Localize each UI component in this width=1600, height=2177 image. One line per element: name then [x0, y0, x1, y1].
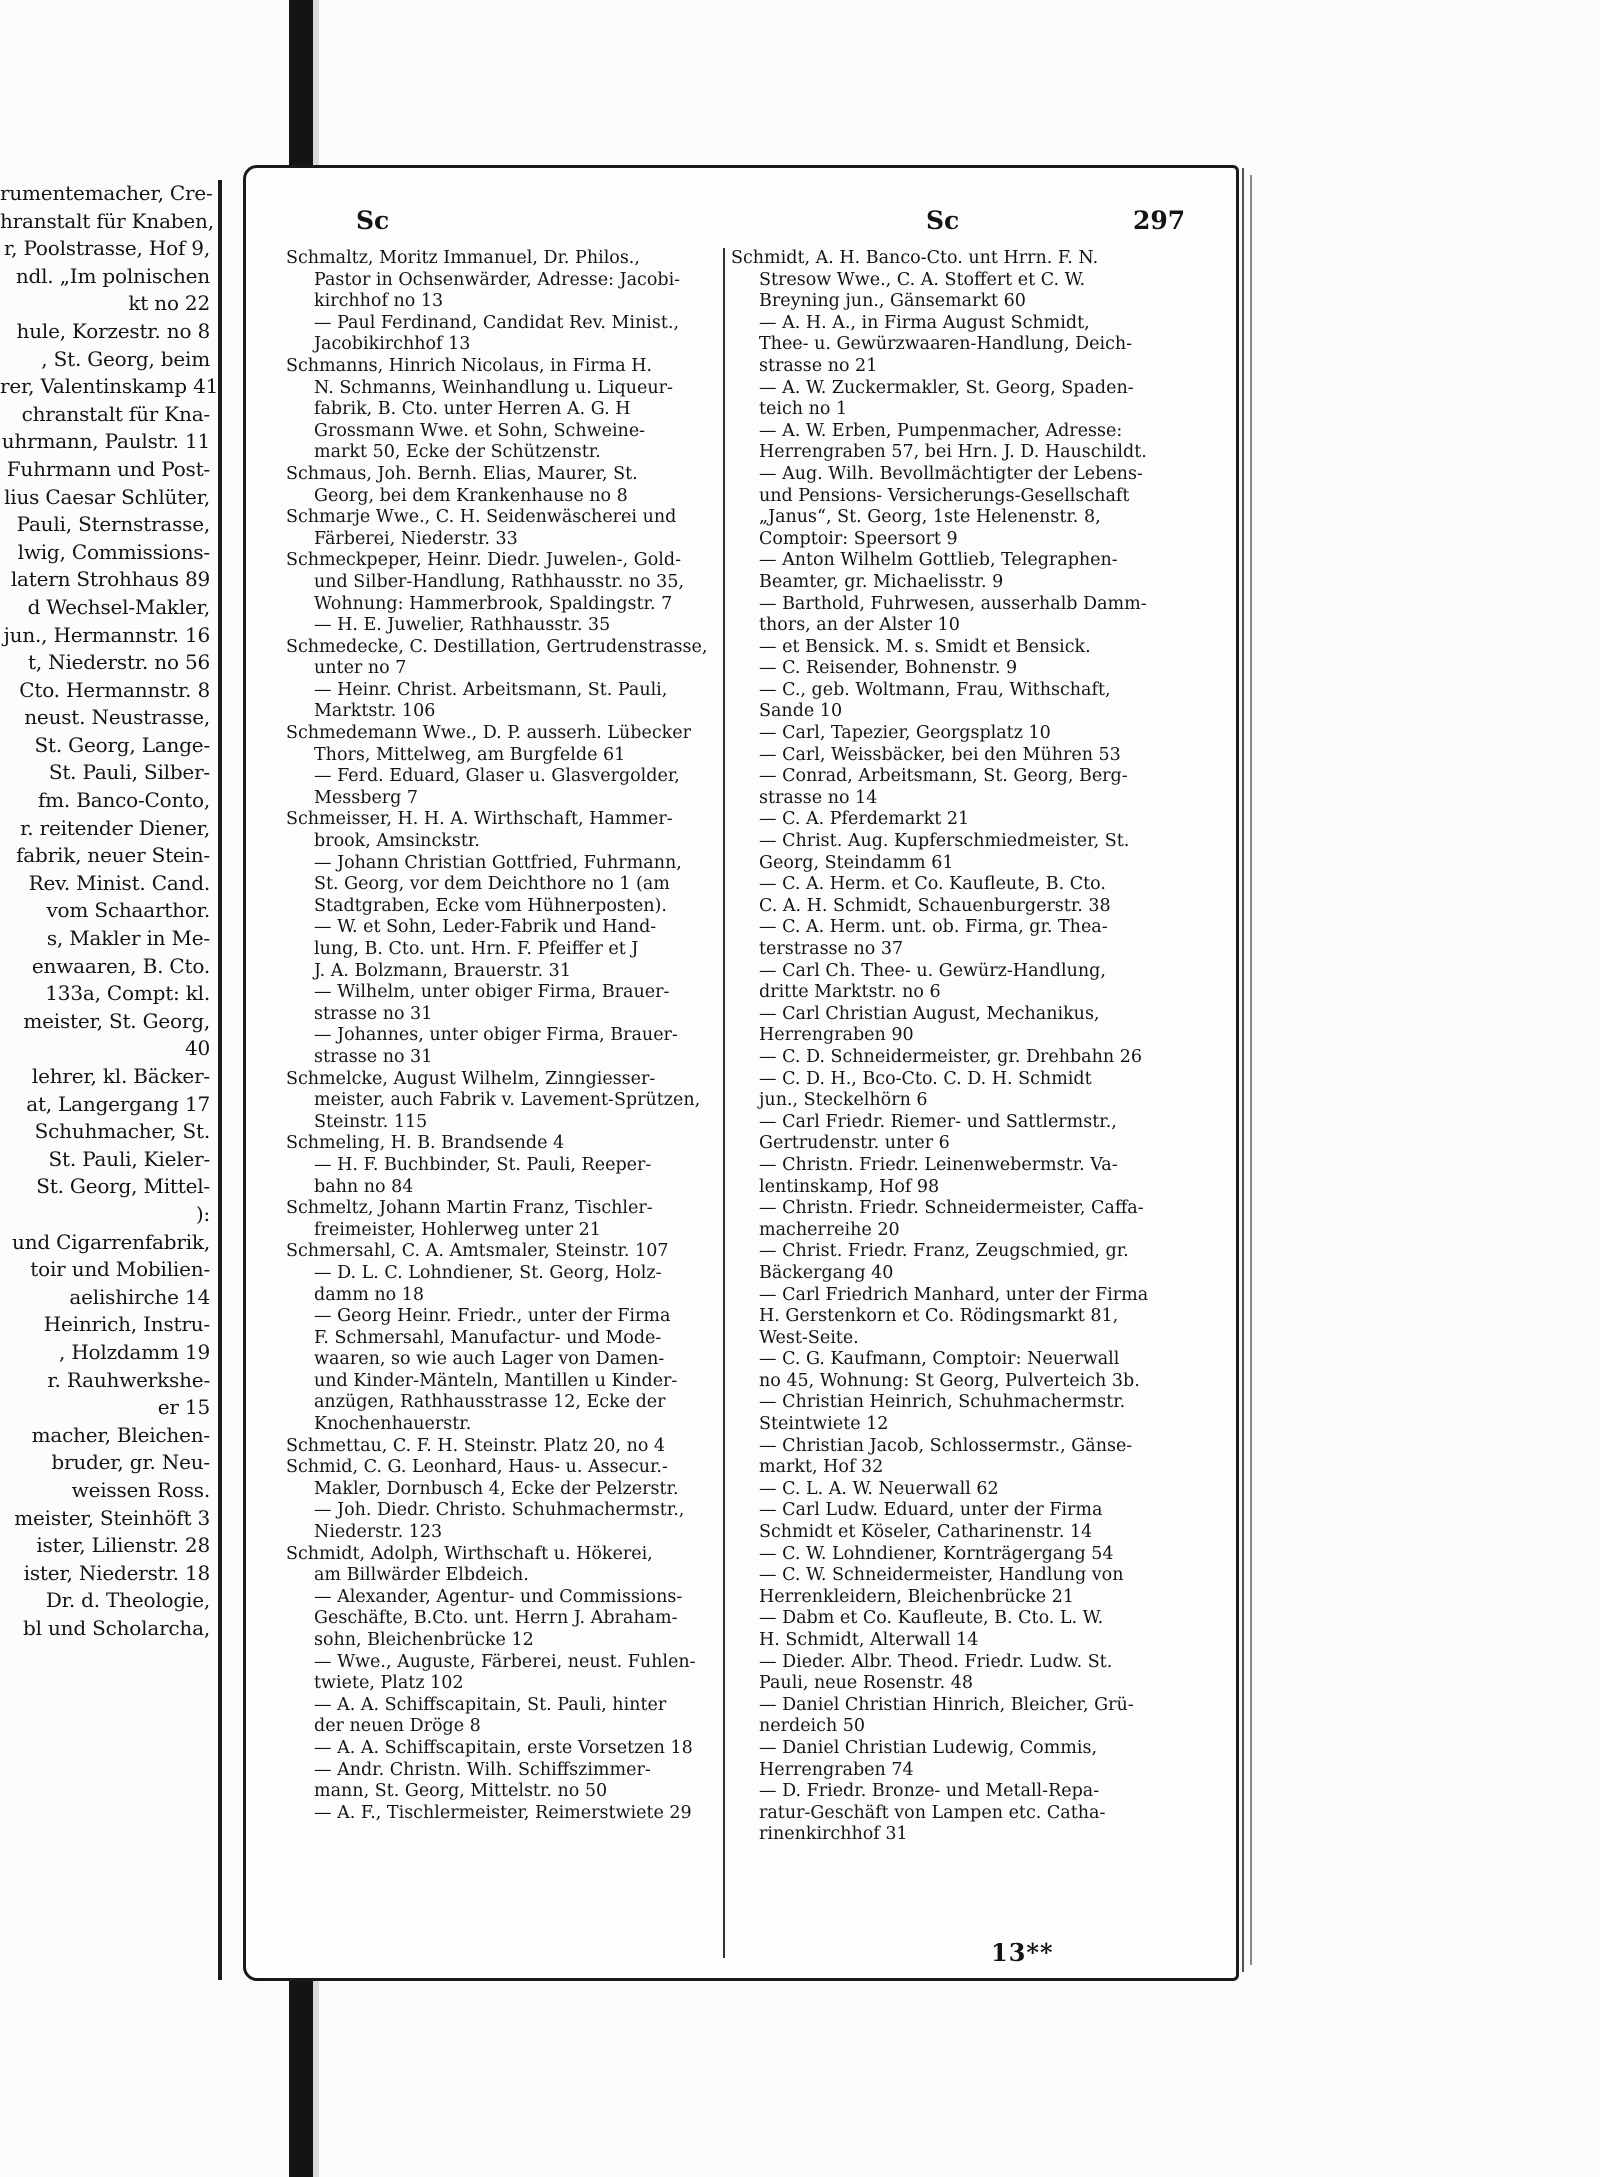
directory-entry-line: Schmeling, H. B. Brandsende 4	[286, 1133, 565, 1154]
left-page-line: r. reitender Diener,	[20, 815, 210, 840]
directory-entry-line: Bäckergang 40	[759, 1262, 894, 1283]
directory-entry-line: Schmedecke, C. Destillation, Gertrudenstrasse,	[286, 636, 708, 657]
directory-entry-line: Herrengraben 90	[759, 1025, 914, 1046]
directory-entry-line: meister, auch Fabrik v. Lavement-Sprützen,	[314, 1090, 701, 1111]
directory-entry-line: Schmeckpeper, Heinr. Diedr. Juwelen-, Gold-	[286, 550, 682, 571]
left-page-line: bruder, gr. Neu-	[51, 1450, 210, 1475]
directory-entry-line: Färberei, Niederstr. 33	[314, 528, 518, 549]
directory-entry-line: lung, B. Cto. unt. Hrn. F. Pfeiffer et J	[314, 939, 639, 959]
directory-entry-line: und Kinder-Mänteln, Mantillen u Kinder-	[314, 1370, 678, 1391]
directory-entry-line: — Christn. Friedr. Leinenwebermstr. Va-	[759, 1154, 1118, 1175]
directory-entry-line: West-Seite.	[759, 1327, 859, 1348]
directory-entry-line: — Alexander, Agentur- und Commissions-	[314, 1586, 683, 1607]
directory-entry-line: Herrengraben 74	[759, 1759, 914, 1780]
directory-entry-line: der neuen Dröge 8	[314, 1716, 481, 1737]
page-edge-back	[1246, 175, 1252, 1965]
directory-entry-line: — C. Reisender, Bohnenstr. 9	[759, 658, 1018, 679]
page-number: 297	[1133, 206, 1186, 235]
directory-entry-line: Schmidt, A. H. Banco-Cto. unt Hrrn. F. N.	[731, 248, 1099, 268]
directory-entry-line: dritte Marktstr. no 6	[759, 982, 941, 1003]
directory-entry-line: — Johann Christian Gottfried, Fuhrmann,	[314, 852, 682, 873]
directory-entry-line: Schmeltz, Johann Martin Franz, Tischler-	[286, 1198, 653, 1219]
directory-entry-line: freimeister, Hohlerweg unter 21	[314, 1219, 601, 1240]
column-divider	[723, 248, 725, 1958]
directory-entry-line: Herrengraben 57, bei Hrn. J. D. Hauschildt.	[759, 442, 1147, 463]
left-page-line: meister, Steinhöft 3	[14, 1505, 210, 1530]
left-page-line: enwaaren, B. Cto.	[31, 953, 210, 978]
directory-entry-line: Grossmann Wwe. et Sohn, Schweine-	[314, 420, 646, 441]
directory-entry-line: Stresow Wwe., C. A. Stoffert et C. W.	[759, 269, 1086, 290]
directory-entry-line: Schmidt et Köseler, Catharinenstr. 14	[759, 1522, 1093, 1543]
left-page-line: t, Niederstr. no 56	[28, 650, 210, 675]
page-header-center: Sc	[926, 206, 960, 235]
left-page-line: , St. Georg, beim	[41, 346, 210, 371]
directory-entry-line: ratur-Geschäft von Lampen etc. Catha-	[759, 1802, 1106, 1823]
directory-entry-line: — Andr. Christn. Wilh. Schiffszimmer-	[314, 1759, 651, 1780]
left-page-line: hranstalt für Knaben,	[0, 208, 214, 233]
left-page-line: ndl. „Im polnischen	[15, 263, 210, 288]
left-page-line: s, Makler in Me-	[46, 926, 210, 951]
directory-entry-line: anzügen, Rathhausstrasse 12, Ecke der	[314, 1392, 666, 1413]
page-edge	[1236, 168, 1244, 1972]
directory-entry-line: J. A. Bolzmann, Brauerstr. 31	[314, 960, 571, 981]
directory-entry-line: — Georg Heinr. Friedr., unter der Firma	[314, 1306, 671, 1327]
right-page	[243, 165, 1239, 1981]
directory-entry-line: — Aug. Wilh. Bevollmächtigter der Lebens-	[759, 463, 1143, 484]
directory-entry-line: thors, an der Alster 10	[759, 615, 960, 636]
left-page-line: latern Strohhaus 89	[10, 567, 210, 592]
directory-entry-line: — et Bensick. M. s. Smidt et Bensick.	[759, 636, 1091, 657]
directory-entry-line: Herrenkleidern, Bleichenbrücke 21	[759, 1586, 1074, 1607]
directory-entry-line: unter no 7	[314, 658, 407, 679]
directory-entry-line: — Daniel Christian Ludewig, Commis,	[759, 1737, 1098, 1758]
directory-entry-line: „Janus“, St. Georg, 1ste Helenenstr. 8,	[759, 507, 1101, 528]
directory-entry-line: — Dabm et Co. Kaufleute, B. Cto. L. W.	[759, 1608, 1104, 1629]
directory-entry-line: — Johannes, unter obiger Firma, Brauer-	[314, 1025, 678, 1046]
directory-entry-line: Stadtgraben, Ecke vom Hühnerposten).	[314, 895, 667, 916]
directory-entry-line: — A. W. Erben, Pumpenmacher, Adresse:	[759, 420, 1123, 441]
left-page-line: 40	[184, 1036, 210, 1061]
left-page-line: r, Poolstrasse, Hof 9,	[4, 236, 210, 261]
directory-entry-line: F. Schmersahl, Manufactur- und Mode-	[314, 1327, 662, 1348]
left-page-line: St. Pauli, Kieler-	[48, 1146, 210, 1171]
left-page-line: Cto. Hermannstr. 8	[19, 677, 210, 702]
directory-column-right	[731, 248, 1159, 1846]
directory-entry-line: — Carl Friedr. Riemer- und Sattlermstr.,	[759, 1111, 1117, 1132]
directory-entry-line: — H. E. Juwelier, Rathhausstr. 35	[314, 615, 611, 636]
directory-entry-line: — C. G. Kaufmann, Comptoir: Neuerwall	[759, 1349, 1120, 1370]
directory-entry-line: Jacobikirchhof 13	[314, 334, 471, 355]
directory-entry-line: strasse no 31	[314, 1046, 433, 1067]
directory-entry-line: — A. F., Tischlermeister, Reimerstwiete 29	[314, 1802, 692, 1823]
directory-entry-line: C. A. H. Schmidt, Schauenburgerstr. 38	[759, 895, 1111, 916]
left-page-line: r. Rauhwerkshe-	[47, 1367, 210, 1392]
directory-entry-line: — C. D. Schneidermeister, gr. Drehbahn 26	[759, 1046, 1142, 1067]
directory-entry-line: Schmaltz, Moritz Immanuel, Dr. Philos.,	[286, 248, 640, 268]
directory-entry-line: markt 50, Ecke der Schützenstr.	[314, 442, 601, 463]
directory-entry-line: markt, Hof 32	[759, 1457, 884, 1478]
directory-entry-line: — C. A. Pferdemarkt 21	[759, 809, 970, 830]
directory-entry-line: bahn no 84	[314, 1176, 414, 1197]
directory-entry-line: Schmelcke, August Wilhelm, Zinngiesser-	[286, 1068, 656, 1089]
left-page-line: und Cigarrenfabrik,	[12, 1229, 210, 1254]
directory-entry-line: damm no 18	[314, 1284, 425, 1305]
directory-entry-line: — Wilhelm, unter obiger Firma, Brauer-	[314, 982, 670, 1003]
left-page-line: chranstalt für Kna-	[21, 401, 210, 426]
left-page-line: d Wechsel-Makler,	[27, 594, 210, 619]
directory-entry-line: — Carl Friedrich Manhard, unter der Firma	[759, 1284, 1149, 1305]
left-page-line: vom Schaarthor.	[46, 898, 210, 923]
directory-entry-line: — Joh. Diedr. Christo. Schuhmachermstr.,	[314, 1500, 685, 1521]
directory-entry-line: Steintwiete 12	[759, 1414, 889, 1435]
directory-entry-line: Schmersahl, C. A. Amtsmaler, Steinstr. 107	[286, 1241, 669, 1262]
directory-entry-line: — Paul Ferdinand, Candidat Rev. Minist.,	[314, 312, 680, 333]
directory-entry-line: — Christian Heinrich, Schuhmachermstr.	[759, 1392, 1126, 1413]
left-page-line: er 15	[157, 1395, 210, 1420]
directory-entry-line: Georg, bei dem Krankenhause no 8	[314, 485, 628, 506]
directory-entry-line: N. Schmanns, Weinhandlung u. Liqueur-	[314, 377, 673, 398]
directory-entry-line: mann, St. Georg, Mittelstr. no 50	[314, 1781, 608, 1802]
directory-entry-line: — C. W. Lohndiener, Kornträgergang 54	[759, 1543, 1114, 1564]
directory-entry-line: lentinskamp, Hof 98	[759, 1176, 940, 1197]
directory-entry-line: Geschäfte, B.Cto. unt. Herrn J. Abraham-	[314, 1608, 678, 1629]
directory-entry-line: Makler, Dornbusch 4, Ecke der Pelzerstr.	[314, 1478, 679, 1499]
directory-entry-line: Schmarje Wwe., C. H. Seidenwäscherei und	[286, 507, 677, 528]
directory-entry-line: strasse no 31	[314, 1003, 433, 1024]
directory-entry-line: und Pensions- Versicherungs-Gesellschaft	[759, 485, 1130, 506]
directory-entry-line: — Carl Ludw. Eduard, unter der Firma	[759, 1500, 1103, 1521]
directory-entry-line: strasse no 14	[759, 787, 878, 808]
directory-entry-line: Thee- u. Gewürzwaaren-Handlung, Deich-	[759, 334, 1133, 355]
directory-entry-line: strasse no 21	[759, 355, 878, 376]
directory-entry-line: macherreihe 20	[759, 1219, 900, 1240]
directory-entry-line: — C. L. A. W. Neuerwall 62	[759, 1478, 999, 1499]
directory-entry-line: — Anton Wilhelm Gottlieb, Telegraphen-	[759, 550, 1118, 571]
left-page-line: macher, Bleichen-	[31, 1422, 210, 1447]
printer-signature: 13**	[991, 1938, 1054, 1967]
directory-entry-line: — C. W. Schneidermeister, Handlung von	[759, 1565, 1124, 1586]
directory-entry-line: — W. et Sohn, Leder-Fabrik und Hand-	[314, 917, 657, 938]
directory-entry-line: — C. A. Herm. unt. ob. Firma, gr. Thea-	[759, 917, 1108, 938]
left-page-line: at, Langergang 17	[26, 1091, 210, 1116]
left-page-line: , Holzdamm 19	[59, 1339, 210, 1364]
directory-entry-line: no 45, Wohnung: St Georg, Pulverteich 3b.	[759, 1370, 1140, 1391]
left-page-line: Schuhmacher, St.	[34, 1119, 210, 1144]
left-page-line: lius Caesar Schlüter,	[4, 484, 210, 509]
left-page-line: weissen Ross.	[71, 1477, 210, 1502]
directory-entry-line: sohn, Bleichenbrücke 12	[314, 1630, 534, 1650]
directory-entry-line: — Daniel Christian Hinrich, Bleicher, Grü-	[759, 1694, 1134, 1715]
directory-entry-line: — C. A. Herm. et Co. Kaufleute, B. Cto.	[759, 874, 1106, 895]
left-page-line: Pauli, Sternstrasse,	[16, 512, 210, 537]
directory-entry-line: teich no 1	[759, 399, 848, 420]
left-page-line: Fuhrmann und Post-	[6, 456, 210, 481]
directory-entry-line: Beamter, gr. Michaelisstr. 9	[759, 571, 1004, 592]
directory-entry-line: — C., geb. Woltmann, Frau, Withschaft,	[759, 679, 1111, 700]
directory-entry-line: — Christ. Friedr. Franz, Zeugschmied, gr.	[759, 1241, 1129, 1262]
directory-entry-line: Pastor in Ochsenwärder, Adresse: Jacobi-	[314, 269, 681, 290]
directory-entry-line: — Carl Christian August, Mechanikus,	[759, 1003, 1100, 1024]
directory-entry-line: Pauli, neue Rosenstr. 48	[759, 1673, 973, 1694]
directory-entry-line: H. Gerstenkorn et Co. Rödingsmarkt 81,	[759, 1306, 1119, 1327]
left-page-line: ister, Niederstr. 18	[23, 1560, 210, 1585]
left-page-line: hule, Korzestr. no 8	[16, 318, 210, 343]
directory-entry-line: Steinstr. 115	[314, 1111, 428, 1132]
directory-entry-line: waaren, so wie auch Lager von Damen-	[314, 1349, 665, 1370]
left-page-fragment	[0, 180, 222, 1980]
directory-entry-line: und Silber-Handlung, Rathhausstr. no 35,	[314, 571, 685, 592]
directory-entry-line: Schmanns, Hinrich Nicolaus, in Firma H.	[286, 355, 653, 376]
directory-entry-line: Knochenhauerstr.	[314, 1414, 472, 1435]
directory-entry-line: am Billwärder Elbdeich.	[314, 1565, 529, 1586]
directory-entry-line: Marktstr. 106	[314, 701, 436, 722]
directory-entry-line: — Wwe., Auguste, Färberei, neust. Fuhlen-	[314, 1651, 696, 1672]
left-page-line: lehrer, kl. Bäcker-	[31, 1064, 210, 1088]
directory-entry-line: Sande 10	[759, 701, 843, 722]
directory-entry-line: Georg, Steindamm 61	[759, 852, 954, 873]
left-page-line: rer, Valentinskamp 41	[0, 374, 219, 399]
directory-entry-line: — A. W. Zuckermakler, St. Georg, Spaden-	[759, 377, 1134, 398]
directory-column-left	[286, 248, 714, 1824]
directory-entry-line: twiete, Platz 102	[314, 1673, 464, 1694]
left-page-line: lwig, Commissions-	[17, 539, 210, 564]
directory-entry-line: Wohnung: Hammerbrook, Spaldingstr. 7	[314, 593, 673, 614]
directory-entry-line: Schmeisser, H. H. A. Wirthschaft, Hammer-	[286, 809, 673, 830]
directory-entry-line: — Christ. Aug. Kupferschmiedmeister, St.	[759, 831, 1130, 852]
left-page-line: ister, Lilienstr. 28	[36, 1533, 210, 1558]
directory-entry-line: — D. L. C. Lohndiener, St. Georg, Holz-	[314, 1262, 662, 1283]
directory-entry-line: nerdeich 50	[759, 1716, 866, 1737]
directory-entry-line: St. Georg, vor dem Deichthore no 1 (am	[314, 874, 670, 895]
left-page-line: ):	[195, 1201, 210, 1226]
directory-entry-line: brook, Amsinckstr.	[314, 831, 480, 852]
left-page-line: St. Georg, Lange-	[34, 732, 210, 757]
left-page-line: meister, St. Georg,	[23, 1008, 210, 1033]
left-page-line: neust. Neustrasse,	[24, 705, 210, 730]
directory-entry-line: — Christn. Friedr. Schneidermeister, Caffa-	[759, 1198, 1144, 1219]
directory-entry-line: — Carl Ch. Thee- u. Gewürz-Handlung,	[759, 960, 1106, 981]
directory-entry-line: Thors, Mittelweg, am Burgfelde 61	[314, 744, 626, 765]
directory-entry-line: — H. F. Buchbinder, St. Pauli, Reeper-	[314, 1154, 652, 1175]
left-page-line: Heinrich, Instru-	[43, 1312, 210, 1337]
directory-entry-line: Schmedemann Wwe., D. P. ausserh. Lübecker	[286, 723, 691, 744]
directory-entry-line: — D. Friedr. Bronze- und Metall-Repa-	[759, 1781, 1100, 1802]
directory-entry-line: — Ferd. Eduard, Glaser u. Glasvergolder,	[314, 766, 680, 787]
directory-entry-line: jun., Steckelhörn 6	[759, 1090, 928, 1111]
directory-entry-line: rinenkirchhof 31	[759, 1824, 908, 1845]
directory-entry-line: Breyning jun., Gänsemarkt 60	[759, 291, 1026, 312]
directory-entry-line: — C. D. H., Bco-Cto. C. D. H. Schmidt	[759, 1068, 1092, 1089]
directory-entry-line: H. Schmidt, Alterwall 14	[759, 1630, 979, 1650]
left-page-line: uhrmann, Paulstr. 11	[1, 429, 210, 454]
directory-entry-line: — Christian Jacob, Schlossermstr., Gänse-	[759, 1435, 1133, 1456]
left-page-line: bl und Scholarcha,	[23, 1615, 210, 1640]
directory-entry-line: Gertrudenstr. unter 6	[759, 1133, 950, 1154]
directory-entry-line: Schmidt, Adolph, Wirthschaft u. Hökerei,	[286, 1543, 653, 1564]
directory-entry-line: — Heinr. Christ. Arbeitsmann, St. Pauli,	[314, 679, 668, 700]
left-page-line: Dr. d. Theologie,	[45, 1588, 210, 1613]
directory-entry-line: — Dieder. Albr. Theod. Friedr. Ludw. St.	[759, 1651, 1113, 1672]
left-page-line: 133a, Compt: kl.	[45, 981, 210, 1006]
left-page-line: rumentemacher, Cre-	[0, 181, 213, 205]
left-page-line: St. Georg, Mittel-	[36, 1174, 210, 1199]
page-header-left: Sc	[356, 206, 390, 235]
directory-entry-line: Schmid, C. G. Leonhard, Haus- u. Assecur.-	[286, 1457, 668, 1478]
directory-entry-line: — Conrad, Arbeitsmann, St. Georg, Berg-	[759, 766, 1128, 787]
left-page-line: St. Pauli, Silber-	[48, 760, 210, 785]
directory-entry-line: kirchhof no 13	[314, 291, 444, 312]
directory-entry-line: — Barthold, Fuhrwesen, ausserhalb Damm-	[759, 593, 1147, 614]
left-page-line: aelishirche 14	[69, 1284, 210, 1309]
left-page-line: toir und Mobilien-	[30, 1257, 210, 1282]
left-page-line: jun., Hermannstr. 16	[3, 622, 210, 647]
directory-entry-line: Schmettau, C. F. H. Steinstr. Platz 20, no 4	[286, 1435, 666, 1456]
directory-entry-line: fabrik, B. Cto. unter Herren A. G. H	[314, 399, 631, 420]
directory-entry-line: — A. A. Schiffscapitain, St. Pauli, hinter	[314, 1694, 667, 1715]
left-page-line: fm. Banco-Conto,	[37, 788, 210, 813]
directory-entry-line: Messberg 7	[314, 787, 419, 808]
left-page-line: Rev. Minist. Cand.	[28, 870, 210, 895]
directory-entry-line: — Carl, Tapezier, Georgsplatz 10	[759, 723, 1051, 744]
directory-entry-line: — Carl, Weissbäcker, bei den Mühren 53	[759, 744, 1121, 765]
directory-entry-line: Niederstr. 123	[314, 1522, 443, 1543]
directory-entry-line: — A. A. Schiffscapitain, erste Vorsetzen 18	[314, 1737, 693, 1758]
left-page-line: fabrik, neuer Stein-	[16, 843, 210, 868]
directory-entry-line: terstrasse no 37	[759, 939, 904, 959]
left-page-line: kt no 22	[128, 291, 210, 316]
directory-entry-line: Comptoir: Speersort 9	[759, 528, 958, 549]
directory-entry-line: — A. H. A., in Firma August Schmidt,	[759, 312, 1090, 333]
directory-entry-line: Schmaus, Joh. Bernh. Elias, Maurer, St.	[286, 463, 638, 484]
